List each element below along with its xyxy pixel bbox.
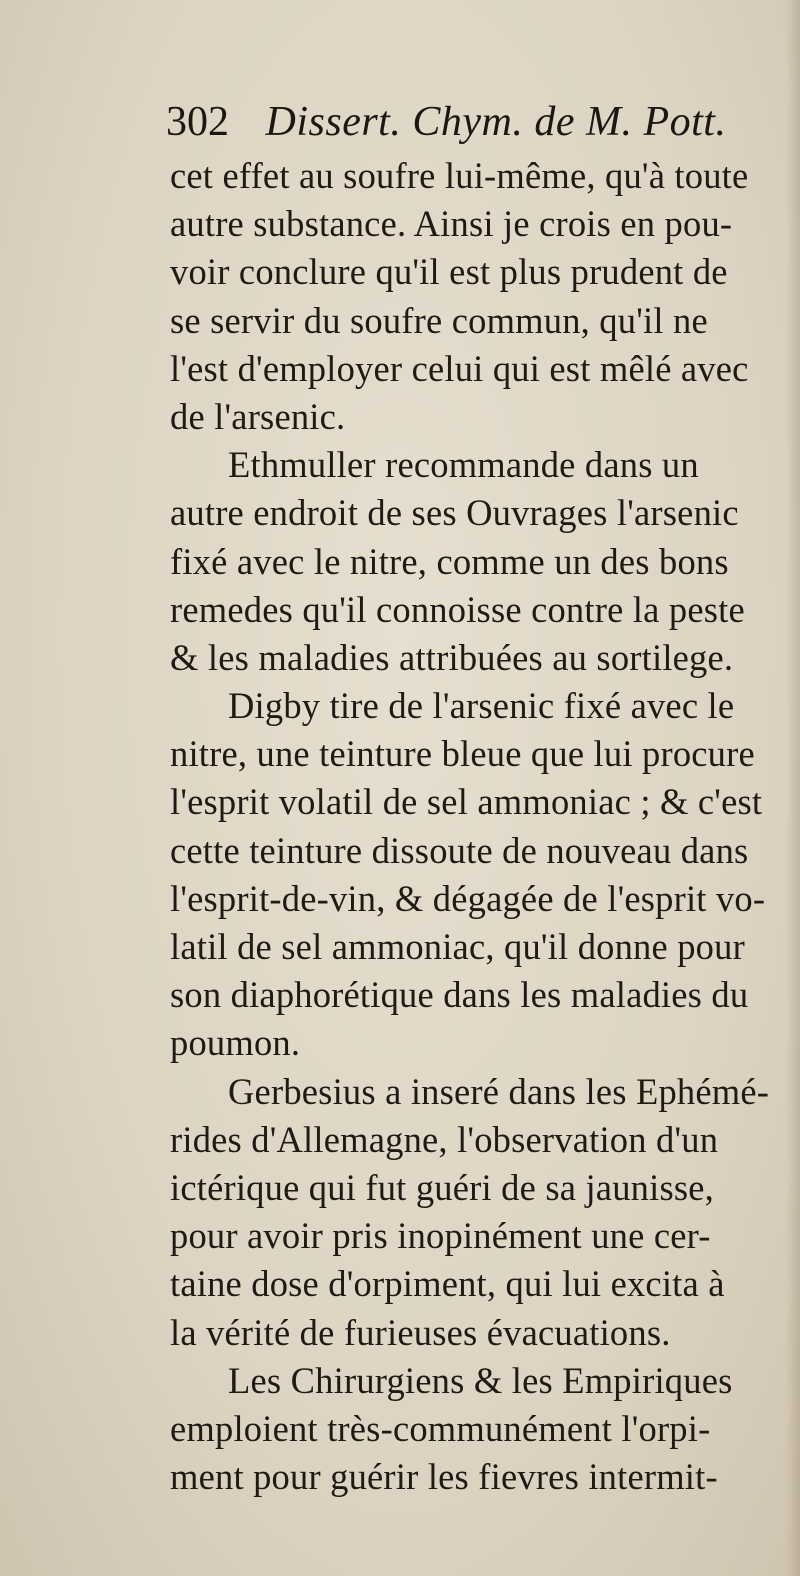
text-line: rides d'Allemagne, l'observation d'un — [170, 1118, 719, 1160]
text-line: la vérité de furieuses évacuations. — [170, 1311, 671, 1353]
text-line: voir conclure qu'il est plus prudent de — [170, 251, 728, 293]
paragraph-start: Gerbesius a inseré dans les Ephémé- — [228, 1070, 770, 1112]
text-line: cet effet au soufre lui-même, qu'à toute — [170, 155, 749, 196]
text-line: fixé avec le nitre, comme un des bons — [170, 540, 729, 582]
text-line: l'esprit-de-vin, & dégagée de l'esprit vo- — [170, 877, 766, 919]
text-line: poumon. — [170, 1022, 301, 1064]
text-line: autre endroit de ses Ouvrages l'arsenic — [170, 492, 739, 534]
text-line: remedes qu'il connoisse contre la peste — [170, 588, 745, 630]
text-line: l'esprit volatil de sel ammoniac ; & c'est — [170, 781, 763, 823]
text-line: de l'arsenic. — [170, 395, 346, 437]
page-number: 302 — [166, 99, 229, 145]
paragraph-start: Ethmuller recommande dans un — [228, 444, 699, 486]
text-line: ictérique qui fut guéri de sa jaunisse, — [170, 1166, 714, 1208]
text-line: emploient très-communément l'orpi- — [170, 1407, 711, 1449]
text-line: & les maladies attribuées au sortilege. — [170, 636, 734, 678]
body-text — [170, 152, 800, 1501]
text-line: pour avoir pris inopinément une cer- — [170, 1215, 711, 1257]
running-header — [166, 98, 727, 152]
text-line: l'est d'employer celui qui est mêlé avec — [170, 347, 749, 389]
text-line: cette teinture dissoute de nouveau dans — [170, 829, 749, 871]
text-line: son diaphorétique dans les maladies du — [170, 974, 749, 1016]
text-line: latil de sel ammoniac, qu'il donne pour — [170, 926, 745, 967]
text-line: autre substance. Ainsi je crois en pou- — [170, 203, 733, 245]
text-line: nitre, une teinture bleue que lui procure — [170, 733, 755, 775]
text-line: taine dose d'orpiment, qui lui excita à — [170, 1263, 725, 1305]
paragraph-start: Les Chirurgiens & les Empiriques — [228, 1359, 733, 1401]
running-title: Dissert. Chym. de M. Pott. — [265, 99, 727, 145]
text-line: ment pour guérir les fievres intermit- — [170, 1456, 718, 1498]
paragraph-start: Digby tire de l'arsenic fixé avec le — [228, 685, 735, 727]
text-line: se servir du soufre commun, qu'il ne — [170, 299, 708, 341]
